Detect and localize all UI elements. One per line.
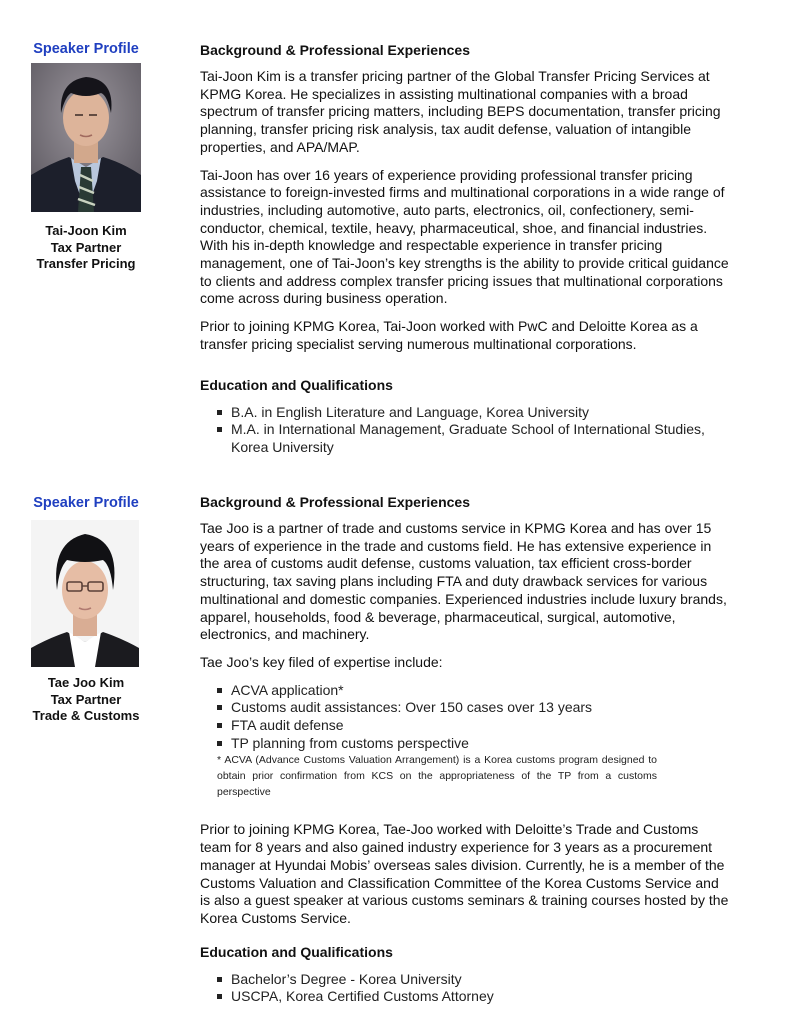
education-item — [200, 404, 730, 422]
education-list — [200, 971, 730, 1006]
square-bullet-icon — [217, 688, 222, 693]
speaker-photo — [31, 520, 139, 667]
square-bullet-icon — [217, 410, 222, 415]
footnote: * ACVA (Advance Customs Valuation Arrangement) is a Korea customs program designed to obtain prior confirmation from KCS on the appropriateness of the TP from a customs perspective — [217, 754, 657, 799]
speaker-department: Transfer Pricing — [36, 256, 136, 271]
portrait-image — [31, 63, 141, 212]
square-bullet-icon — [217, 705, 222, 710]
education-text: Bachelor’s Degree - Korea University — [231, 970, 462, 987]
expertise-item — [200, 699, 730, 717]
square-bullet-icon — [217, 741, 222, 746]
expertise-text: FTA audit defense — [231, 717, 344, 734]
education-item — [200, 971, 730, 989]
expertise-text: TP planning from customs perspective — [231, 734, 469, 751]
portrait-image — [31, 520, 139, 667]
speaker-department: Trade & Customs — [32, 708, 140, 723]
speaker-photo — [31, 63, 141, 212]
bio-paragraph: Prior to joining KPMG Korea, Tai-Joon worked with PwC and Deloitte Korea as a transfer pricing specialist serving numerous multinational corporations. — [200, 318, 698, 352]
bio-paragraph: Tae Joo is a partner of trade and customs service in KPMG Korea and has over 15 years of experience in the trade and customs field. He has extensive experience in the area of customs audit defense, customs valuation, tax efficient cross-border structuring, tax saving plans including FTA and duty drawback services for various multinational and domestic companies. Experienced industries include luxury brands, apparel, households, food & beverage, pharmaceutical, surgical, automotive, electronics, and machinery. — [200, 520, 727, 643]
background-heading: Background & Professional Experiences — [200, 42, 470, 58]
square-bullet-icon — [217, 723, 222, 728]
bio-paragraph: Tai-Joon has over 16 years of experience providing professional transfer pricing assistance to foreign-invested firms and multinational corporations in a wide range of industries, including automotive, auto parts, electronics, oil, confectionery, semi-conductor, chemical, textile, heavy, pharmaceutical, shoe, and financial industries. With his in-depth knowledge and respectable experience in transfer pricing management, one of Tai-Joon’s key strengths is the ability to provide critical guidance to clients and address complex transfer pricing issues that multinational corporations come across during business operation. — [200, 166, 729, 307]
speaker-name-block — [20, 675, 152, 725]
education-text: USCPA, Korea Certified Customs Attorney — [231, 988, 494, 1005]
education-heading: Education and Qualifications — [200, 376, 393, 393]
speaker-title: Tax Partner — [50, 239, 122, 255]
education-text: M.A. in International Management, Graduate School of International Studies, Korea University — [231, 421, 705, 455]
expertise-list — [200, 682, 730, 753]
education-text: B.A. in English Literature and Language, Korea University — [231, 403, 589, 420]
expertise-item — [200, 735, 730, 753]
profile-content — [200, 41, 730, 457]
speaker-title: Tax Partner — [50, 691, 122, 707]
square-bullet-icon — [217, 977, 222, 982]
expertise-text: ACVA application* — [231, 681, 344, 698]
expertise-item — [200, 682, 730, 700]
square-bullet-icon — [217, 427, 222, 432]
education-item — [200, 988, 730, 1006]
speaker-name: Tai-Joon Kim — [45, 223, 127, 238]
square-bullet-icon — [217, 994, 222, 999]
expertise-intro: Tae Joo’s key filed of expertise include: — [200, 653, 443, 670]
expertise-text: Customs audit assistances: Over 150 cases over 13 years — [231, 699, 593, 716]
education-heading: Education and Qualifications — [200, 943, 393, 960]
background-heading: Background & Professional Experiences — [200, 494, 470, 510]
profile-content — [200, 493, 730, 1006]
speaker-profile-label: Speaker Profile — [33, 495, 139, 511]
speaker-name-block — [20, 223, 152, 273]
education-list — [200, 404, 730, 457]
speaker-name: Tae Joo Kim — [47, 675, 125, 690]
speaker-profile-label: Speaker Profile — [33, 41, 139, 57]
education-item — [200, 421, 730, 456]
bio-paragraph: Prior to joining KPMG Korea, Tae-Joo worked with Deloitte’s Trade and Customs team for 8 years and also gained industry experience for 3 years as a procurement manager at Hyundai Mobis’ overseas sales division. Currently, he is a member of the Customs Valuation and Classification Committee of the Korea Customs Service and is also a guest speaker at various customs seminars & training courses hosted by the Korea Customs Service. — [200, 821, 729, 926]
bio-paragraph: Tai-Joon Kim is a transfer pricing partner of the Global Transfer Pricing Services at KPMG Korea. He specializes in assisting multinational companies with a broad spectrum of transfer pricing matters, including BEPS documentation, transfer pricing planning, transfer pricing risk analysis, tax audit defense, valuation of intangible properties, and APA/MAP. — [200, 68, 721, 155]
expertise-item — [200, 717, 730, 735]
